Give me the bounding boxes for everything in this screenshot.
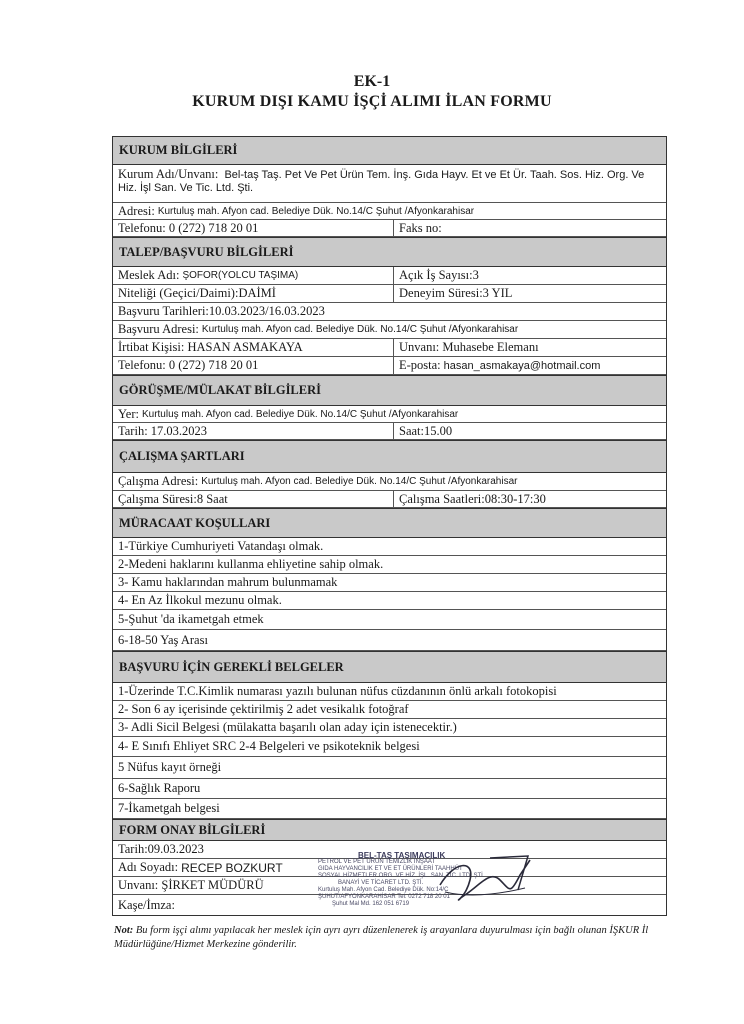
- talep-deneyim: Deneyim Süresi:3 YIL: [399, 286, 513, 300]
- row-gorusme-yer: [113, 406, 666, 423]
- row-talep-nitelik: [113, 285, 666, 303]
- talep-telefon: Telefonu: 0 (272) 718 20 01: [113, 357, 394, 374]
- onay-kase: Kaşe/İmza:: [118, 897, 175, 912]
- kurum-fax: Faks no:: [399, 220, 442, 235]
- talep-meslek-value: ŞOFOR(YOLCU TAŞIMA): [182, 270, 299, 281]
- kurum-name-value: Bel-taş Taş. Pet Ve Pet Ürün Tem. İnş. Gıda Hayv. Et ve Et Ür. Taah. Sos. Hiz. Org. Ve Hiz. İşl San. Ve Tic. Ltd. Şti.: [118, 169, 645, 194]
- section-kurum-title: KURUM BİLGİLERİ: [119, 143, 238, 157]
- section-calisma-title: ÇALIŞMA ŞARTLARI: [119, 449, 245, 463]
- muracaat-item-4: 4- En Az İlkokul mezunu olmak.: [118, 593, 282, 607]
- talep-unvan: Unvanı: Muhasebe Elemanı: [399, 340, 539, 354]
- talep-niteligi: Niteliği (Geçici/Daimi):DAİMİ: [113, 285, 394, 302]
- list-item: [113, 719, 666, 737]
- talep-adres: [113, 321, 666, 338]
- calisma-adres: [113, 473, 666, 490]
- row-talep-contact: [113, 357, 666, 375]
- stamp-line-5: BANAYİ VE TİCARET LTD. ŞTİ.: [338, 880, 424, 886]
- muracaat-item-5: 5-Şuhut 'da ikametgah etmek: [118, 612, 264, 626]
- talep-tarihler: Başvuru Tarihleri:10.03.2023/16.03.2023: [118, 304, 325, 318]
- section-onay-title: FORM ONAY BİLGİLERİ: [119, 822, 266, 837]
- section-belgeler: [113, 651, 666, 683]
- belge-item-7: 7-İkametgah belgesi: [118, 801, 220, 815]
- announcement-form: [112, 136, 667, 916]
- onay-adsoyad-label: Adı Soyadı:: [118, 860, 179, 874]
- gorusme-yer-value: Kurtuluş mah. Afyon cad. Belediye Dük. No.14/C Şuhut /Afyonkarahisar: [141, 408, 459, 420]
- talep-irtibat: İrtibat Kişisi: HASAN ASMAKAYA: [113, 339, 394, 356]
- stamp-line-1: BEL-TAŞ TAŞIMACILIK: [358, 851, 446, 860]
- onay-adsoyad-value: RECEP BOZKURT: [181, 860, 283, 875]
- list-item: [113, 574, 666, 592]
- list-item: [113, 799, 666, 819]
- row-kurum-address: [113, 203, 666, 220]
- section-belgeler-title: BAŞVURU İÇİN GEREKLİ BELGELER: [119, 659, 344, 674]
- onay-unvan: Unvanı: ŞİRKET MÜDÜRÜ: [118, 878, 264, 892]
- stamp-line-7: ŞUHUT/AFYONKARAHİSAR Tel: 0272 718 20 01: [318, 894, 450, 900]
- row-kurum-contact: [113, 220, 666, 237]
- stamp-line-4: SOSYAL HİZMETLER ORG. VE HİZ. İŞL. SAN. TİC. LTD. ŞTİ.: [318, 873, 485, 879]
- list-item: [113, 779, 666, 799]
- row-talep-adres: [113, 321, 666, 339]
- kurum-address-value: Kurtuluş mah. Afyon cad. Belediye Dük. No.14/C Şuhut /Afyonkarahisar: [157, 205, 475, 217]
- gorusme-yer: [113, 406, 666, 422]
- list-item: [113, 737, 666, 757]
- talep-adres-label: Başvuru Adresi:: [118, 322, 199, 336]
- row-talep-meslek: [113, 267, 666, 285]
- belge-item-2: 2- Son 6 ay içerisinde çektirilmiş 2 adet vesikalık fotoğraf: [118, 702, 409, 716]
- stamp-line-8: Şuhut Mal Md. 162 051 6719: [332, 901, 410, 907]
- row-kurum-name: [113, 165, 666, 203]
- talep-meslek: [113, 267, 394, 284]
- kurum-address: [113, 203, 666, 219]
- muracaat-item-1: 1-Türkiye Cumhuriyeti Vatandaşı olmak.: [118, 539, 324, 553]
- row-talep-tarihler: [113, 303, 666, 321]
- belge-item-5: 5 Nüfus kayıt örneği: [118, 760, 222, 774]
- section-talep: [113, 237, 666, 267]
- muracaat-item-2: 2-Medeni haklarını kullanma ehliyetine sahip olmak.: [118, 557, 384, 571]
- talep-eposta-label: E-posta:: [399, 358, 441, 372]
- stamp-line-6: Kurtuluş Mah. Afyon Cad. Belediye Dük. No:14/C: [318, 887, 449, 893]
- muracaat-item-3: 3- Kamu haklarından mahrum bulunmamak: [118, 575, 338, 589]
- gorusme-tarih: Tarih: 17.03.2023: [113, 423, 394, 439]
- kurum-name: [113, 165, 666, 202]
- calisma-adres-value: Kurtuluş mah. Afyon cad. Belediye Dük. No.14/C Şuhut /Afyonkarahisar: [201, 476, 518, 487]
- section-muracaat-title: MÜRACAAT KOŞULLARI: [119, 515, 271, 530]
- calisma-adres-label: Çalışma Adresi:: [118, 474, 199, 488]
- muracaat-item-6: 6-18-50 Yaş Arası: [118, 632, 208, 647]
- list-item: [113, 701, 666, 719]
- section-kurum: [113, 136, 666, 165]
- list-item: [113, 683, 666, 701]
- belge-item-1: 1-Üzerinde T.C.Kimlik numarası yazılı bulunan nüfus cüzdanının önlü arkalı fotokopisi: [118, 684, 557, 698]
- section-muracaat: [113, 508, 666, 538]
- talep-eposta: [394, 357, 666, 374]
- list-item: [113, 592, 666, 610]
- row-gorusme-zaman: [113, 423, 666, 440]
- section-talep-title: TALEP/BAŞVURU BİLGİLERİ: [119, 244, 294, 259]
- talep-eposta-value: hasan_asmakaya@hotmail.com: [443, 359, 601, 372]
- list-item: [113, 610, 666, 630]
- footnote: [114, 924, 674, 952]
- list-item: [113, 538, 666, 556]
- section-onay: [113, 819, 666, 841]
- row-talep-irtibat: [113, 339, 666, 357]
- section-calisma: [113, 440, 666, 473]
- kurum-address-label: Adresi:: [118, 203, 155, 218]
- belge-item-3: 3- Adli Sicil Belgesi (mülakatta başarılı olan aday için istenecektir.): [118, 720, 457, 734]
- calisma-saatler: Çalışma Saatleri:08:30-17:30: [399, 491, 546, 506]
- onay-tarih: Tarih:09.03.2023: [118, 842, 204, 856]
- list-item: [113, 556, 666, 574]
- gorusme-saat: Saat:15.00: [399, 423, 453, 438]
- stamp-line-3: GIDA HAYVANCILIK ET VE ET ÜRÜNLERİ TAAHHÜT: [318, 866, 463, 872]
- row-calisma-sure: [113, 491, 666, 508]
- footnote-label: Not:: [114, 925, 134, 936]
- kurum-name-label: Kurum Adı/Unvanı:: [118, 167, 219, 181]
- list-item: [113, 757, 666, 779]
- section-gorusme-title: GÖRÜŞME/MÜLAKAT BİLGİLERİ: [119, 383, 322, 397]
- talep-acik-is: Açık İş Sayısı:3: [399, 268, 479, 282]
- calisma-sure: Çalışma Süresi:8 Saat: [113, 491, 394, 507]
- talep-adres-value: Kurtuluş mah. Afyon cad. Belediye Dük. No.14/C Şuhut /Afyonkarahisar: [201, 324, 519, 335]
- gorusme-yer-label: Yer:: [118, 406, 139, 421]
- row-calisma-adres: [113, 473, 666, 491]
- footnote-text: Bu form işçi alımı yapılacak her meslek için ayrı ayrı düzenlenerek iş arayanlara duyurulması için bağlı olunan İŞKUR İl Müdürlüğüne/Hizmet Merkezine gönderilir.: [114, 925, 649, 950]
- form-title: KURUM DIŞI KAMU İŞÇİ ALIMI İLAN FORMU: [192, 93, 552, 110]
- belge-item-6: 6-Sağlık Raporu: [118, 781, 201, 795]
- list-item: [113, 630, 666, 651]
- kurum-phone: Telefonu: 0 (272) 718 20 01: [113, 220, 394, 236]
- signature-image: [430, 850, 540, 910]
- section-gorusme: [113, 375, 666, 406]
- talep-meslek-label: Meslek Adı:: [118, 268, 180, 282]
- form-code: EK-1: [353, 73, 391, 90]
- belge-item-4: 4- E Sınıfı Ehliyet SRC 2-4 Belgeleri ve psikoteknik belgesi: [118, 739, 420, 753]
- stamp-line-2: PETROL VE PET ÜRÜN TEMİZLİK İNŞAAT: [318, 859, 436, 865]
